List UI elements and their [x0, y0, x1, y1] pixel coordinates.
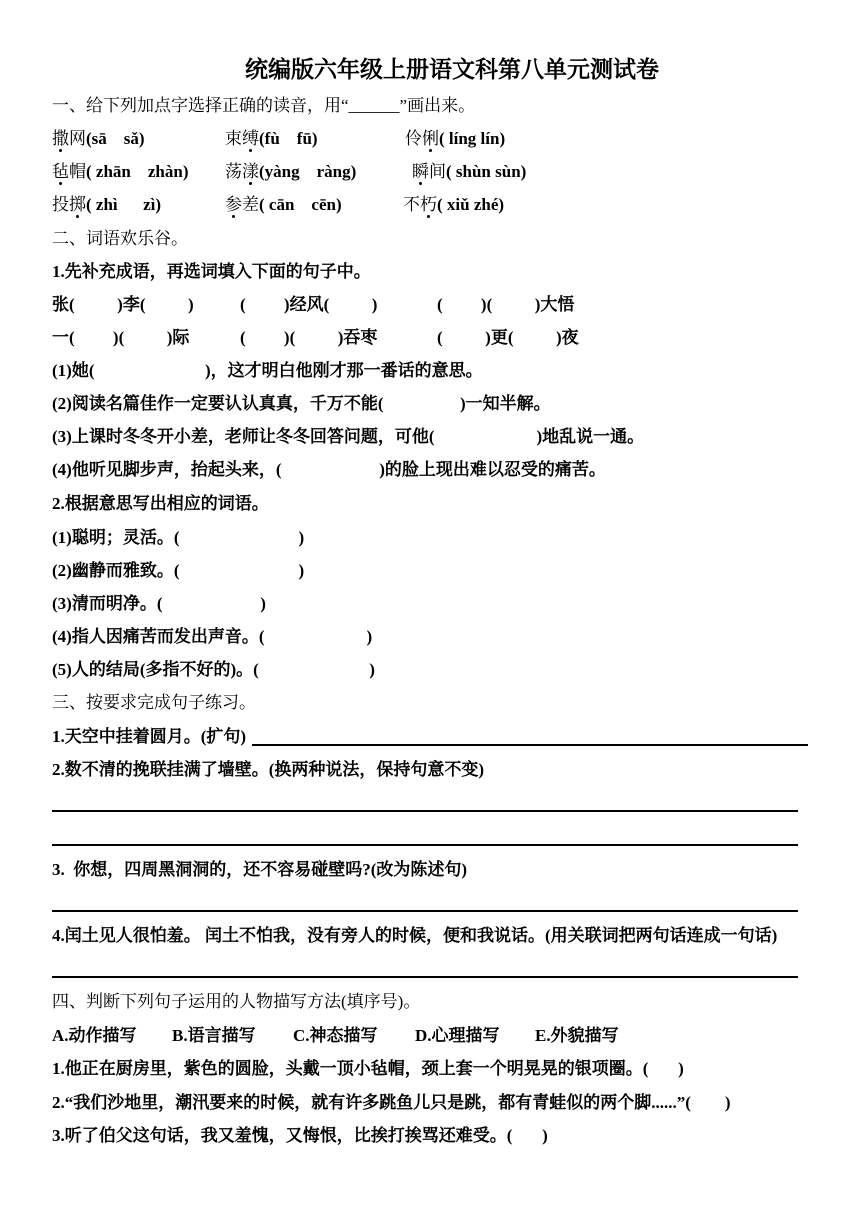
- judge-item: 1.他正在厨房里，紫色的圆脸，头戴一顶小毡帽，颈上套一个明晃晃的银项圈。( ): [52, 1059, 684, 1078]
- pinyin-options: (fù fū): [259, 129, 318, 148]
- option-c: C.神态描写: [293, 1026, 378, 1045]
- section3-heading: 三、按要求完成句子练习。: [52, 693, 256, 712]
- idiom-blank: ( )更( )夜: [437, 328, 579, 347]
- section2-heading: 二、词语欢乐谷。: [52, 229, 188, 248]
- pinyin-item: 不朽( xiǔ zhé): [403, 195, 505, 214]
- idiom-blank: ( )经风( ): [240, 295, 378, 314]
- pinyin-item: 荡漾(yàng ràng): [225, 162, 357, 181]
- sentence-task-3: 3. 你想，四周黑洞洞的，还不容易碰壁吗?(改为陈述句): [52, 860, 468, 879]
- dotted-char: 俐: [422, 129, 439, 148]
- answer-line: [52, 910, 798, 912]
- meaning-item: (1)聪明；灵活。( ): [52, 528, 305, 547]
- pinyin-item: 毡帽( zhān zhàn): [52, 162, 189, 181]
- option-b: B.语言描写: [172, 1026, 256, 1045]
- dotted-char: 撒: [52, 129, 69, 148]
- pinyin-item: 投掷( zhì zì): [52, 195, 162, 214]
- option-a: A.动作描写: [52, 1026, 137, 1045]
- idiom-blank: ( )( )大悟: [437, 295, 575, 314]
- pinyin-options: ( líng lín): [439, 129, 506, 148]
- dotted-char: 毡: [52, 162, 69, 181]
- question-2-1: 1.先补充成语，再选词填入下面的句子中。: [52, 262, 371, 281]
- pinyin-options: (sā sǎ): [86, 129, 145, 148]
- meaning-item: (5)人的结局(多指不好的)。( ): [52, 660, 375, 679]
- pinyin-options: ( shùn sùn): [446, 162, 527, 181]
- dotted-char: 掷: [69, 195, 86, 214]
- dotted-char: 漾: [242, 162, 259, 181]
- pinyin-options: (yàng ràng): [259, 162, 357, 181]
- dotted-char: 瞬: [412, 162, 429, 181]
- option-e: E.外貌描写: [535, 1026, 619, 1045]
- pinyin-options: ( zhān zhàn): [86, 162, 189, 181]
- fill-sentence: (4)他听见脚步声，抬起头来，( )的脸上现出难以忍受的痛苦。: [52, 460, 606, 479]
- section4-heading: 四、判断下列句子运用的人物描写方法(填序号)。: [52, 992, 421, 1011]
- sentence-task-1: 1.天空中挂着圆月。(扩句): [52, 727, 247, 746]
- meaning-item: (4)指人因痛苦而发出声音。( ): [52, 627, 373, 646]
- fill-sentence: (3)上课时冬冬开小差，老师让冬冬回答问题，可他( )地乱说一通。: [52, 427, 645, 446]
- page-title: 统编版六年级上册语文科第八单元测试卷: [245, 57, 659, 82]
- judge-item: 3.听了伯父这句话，我又羞愧，又悔恨，比挨打挨骂还难受。( ): [52, 1126, 548, 1145]
- section1-heading: 一、给下列加点字选择正确的读音，用“______”画出来。: [52, 96, 476, 115]
- pinyin-item: 伶俐( líng lín): [405, 129, 506, 148]
- meaning-item: (2)幽静而雅致。( ): [52, 561, 305, 580]
- sentence-task-2: 2.数不清的挽联挂满了墙壁。(换两种说法，保持句意不变): [52, 760, 485, 779]
- answer-line: [52, 844, 798, 846]
- meaning-item: (3)清而明净。( ): [52, 594, 266, 613]
- pinyin-item: 撒网(sā sǎ): [52, 129, 145, 148]
- question-2-2: 2.根据意思写出相应的词语。: [52, 494, 269, 513]
- pinyin-options: ( zhì zì): [86, 195, 162, 214]
- judge-item: 2.“我们沙地里，潮汛要来的时候，就有许多跳鱼儿只是跳，都有青蛙似的两个脚......”( ): [52, 1093, 731, 1112]
- fill-sentence: (2)阅读名篇佳作一定要认认真真，千万不能( )一知半解。: [52, 394, 551, 413]
- pinyin-item: 束缚(fù fū): [225, 129, 318, 148]
- pinyin-options: ( cān cēn): [259, 195, 342, 214]
- dotted-char: 缚: [242, 129, 259, 148]
- answer-line: [52, 810, 798, 812]
- option-d: D.心理描写: [415, 1026, 500, 1045]
- fill-sentence: (1)她( )，这才明白他刚才那一番话的意思。: [52, 361, 483, 380]
- pinyin-item: 参差( cān cēn): [225, 195, 342, 214]
- dotted-char: 朽: [420, 195, 437, 214]
- pinyin-item: 瞬间( shùn sùn): [412, 162, 527, 181]
- idiom-blank: 一( )( )际: [52, 328, 190, 347]
- idiom-blank: 张( )李( ): [52, 295, 194, 314]
- idiom-blank: ( )( )吞枣: [240, 328, 378, 347]
- answer-line: [52, 976, 798, 978]
- dotted-char: 参: [225, 195, 242, 214]
- answer-line: [252, 744, 808, 746]
- sentence-task-4: 4.闰土见人很怕羞。 闰土不怕我，没有旁人的时候，便和我说话。(用关联词把两句话连成一句话): [52, 926, 778, 945]
- pinyin-options: ( xiǔ zhé): [437, 195, 505, 214]
